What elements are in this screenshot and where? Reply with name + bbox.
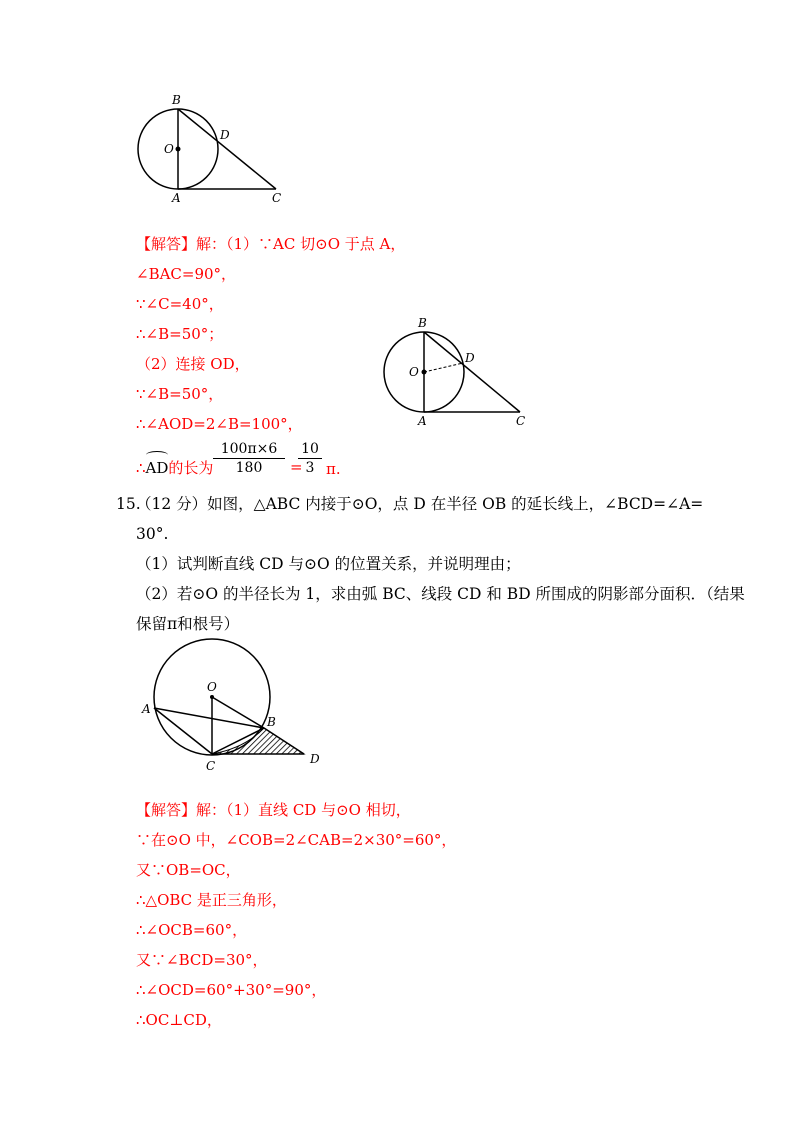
answer14-line2: ∠BAC=90°， <box>136 265 237 283</box>
label-c-2: C <box>516 414 526 428</box>
label-o-1: O <box>164 142 174 156</box>
secant-bc-1 <box>178 109 276 189</box>
arc-ad-label: AD <box>146 458 169 478</box>
label-o-2: O <box>409 365 419 379</box>
answer14-line7: ∴∠AOD=2∠B=100°， <box>136 415 303 433</box>
label-a-1: A <box>172 191 181 205</box>
label-a-2: A <box>418 414 427 428</box>
equals-sign: = <box>290 458 303 476</box>
therefore-symbol: ∴ <box>136 459 146 477</box>
question15-number: 15. <box>116 495 141 513</box>
answer15-line7: ∴∠OCD=60°+30°=90°， <box>136 981 327 999</box>
question15-part1: （1）试判断直线 CD 与⊙O 的位置关系，并说明理由； <box>136 555 521 573</box>
answer14-line1: 【解答】解：（1）∵AC 切⊙O 于点 A， <box>136 235 406 253</box>
label-d-3: D <box>310 752 320 766</box>
answer15-line6: 又∵∠BCD=30°， <box>136 951 268 969</box>
answer15-line3: 又∵OB=OC， <box>136 861 241 879</box>
label-d-2: D <box>465 351 475 365</box>
answer14-line6: ∵∠B=50°， <box>136 385 224 403</box>
answer15-line2: ∵在⊙O 中，∠COB=2∠CAB=2×30°=60°， <box>136 831 457 849</box>
pi-symbol: π. <box>326 460 341 478</box>
question15-line2: 30°. <box>136 525 169 543</box>
answer15-line8: ∴OC⊥CD， <box>136 1011 222 1029</box>
answer14-line4: ∴∠B=50°； <box>136 325 224 343</box>
secant-bc-2 <box>424 332 520 412</box>
label-b-2: B <box>418 316 427 330</box>
label-b-3: B <box>267 715 276 729</box>
dashed-od-2 <box>424 363 463 372</box>
center-dot-3 <box>210 695 214 699</box>
label-d-1: D <box>220 128 230 142</box>
label-c-1: C <box>272 191 282 205</box>
question15-line1: （12 分）如图，△ABC 内接于⊙O，点 D 在半径 OB 的延长线上，∠BCD=∠A= <box>136 495 704 513</box>
label-c-3: C <box>206 759 216 773</box>
length-is-text: 的长为 <box>168 459 214 477</box>
answer14-line8 <box>136 458 213 478</box>
fraction-arc-length: 100π×6 180 <box>213 440 285 477</box>
center-dot-1 <box>176 147 181 152</box>
answer15-line5: ∴∠OCB=60°， <box>136 921 248 939</box>
fraction-result: 10 3 <box>298 440 322 477</box>
question15-part2a: （2）若⊙O 的半径长为 1，求由弧 BC、线段 CD 和 BD 所围成的阴影部分面积．（结果 <box>136 585 745 603</box>
answer14-line3: ∵∠C=40°， <box>136 295 224 313</box>
question15-part2b: 保留π和根号） <box>136 615 240 633</box>
center-dot-2 <box>422 370 427 375</box>
label-a-3: A <box>142 702 151 716</box>
label-o-3: O <box>207 680 217 694</box>
answer14-line5: （2）连接 OD， <box>136 355 250 373</box>
answer15-line4: ∴△OBC 是正三角形， <box>136 891 287 909</box>
answer15-line1: 【解答】解：（1）直线 CD 与⊙O 相切， <box>136 801 411 819</box>
label-b-1: B <box>172 93 181 107</box>
